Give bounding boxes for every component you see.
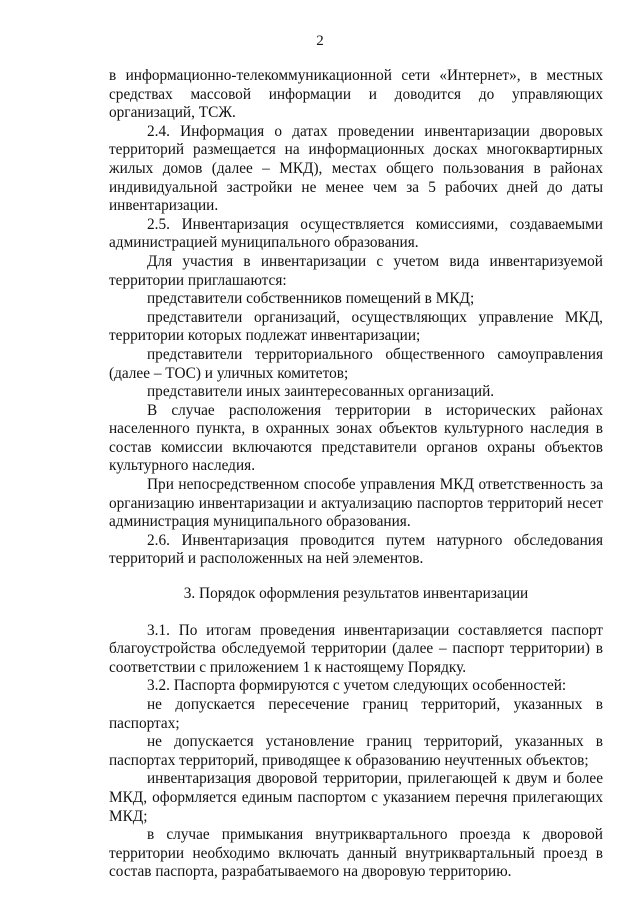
paragraph: в информационно-телекоммуникационной сети «Интернет», в местных средствах массовой информации и доводится до управляющих организаций, ТСЖ. xyxy=(109,67,603,122)
section-2-text xyxy=(109,67,603,569)
document-body xyxy=(109,67,603,882)
paragraph: представители иных заинтересованных организаций. xyxy=(147,383,495,401)
paragraph: 2.4. Информация о датах проведении инвентаризации дворовых территорий размещается на информационных досках многоквартирных жилых домов (далее – МКД), местах общего пользования в районах индивидуальной застройки не менее чем за 5 рабочих дней до даты инвентаризации. xyxy=(109,122,603,215)
paragraph: 3.2. Паспорта формируются с учетом следующих особенностей: xyxy=(147,677,567,695)
paragraph: не допускается установление границ территорий, указанных в паспортах территорий, приводящее к образованию неучтенных объектов; xyxy=(109,733,603,769)
page-number: 2 xyxy=(316,33,324,49)
paragraph: не допускается пересечение границ территорий, указанных в паспортах; xyxy=(109,696,603,732)
paragraph: представители территориального общественного самоуправления (далее – ТОС) и уличных комитетов; xyxy=(109,345,603,382)
paragraph: представители организаций, осуществляющих управление МКД, территории которых подлежат инвентаризации; xyxy=(109,308,603,345)
paragraph: При непосредственном способе управления МКД ответственность за организацию инвентаризации и актуализацию паспортов территорий несет администрация муниципального образования. xyxy=(109,476,603,531)
section-heading: 3. Порядок оформления результатов инвентаризации xyxy=(183,585,529,603)
paragraph: в случае примыкания внутриквартального проезда к дворовой территории необходимо включать данный внутриквартальный проезд в состав паспорта, разрабатываемого на дворовую территорию. xyxy=(109,826,603,881)
paragraph: инвентаризация дворовой территории, прилегающей к двум и более МКД, оформляется единым паспортом с указанием перечня прилегающих МКД; xyxy=(109,770,603,825)
section-3-text xyxy=(109,622,603,882)
paragraph: представители собственников помещений в МКД; xyxy=(147,290,475,308)
paragraph: Для участия в инвентаризации с учетом вида инвентаризуемой территории приглашаются: xyxy=(109,252,603,289)
paragraph: 3.1. По итогам проведения инвентаризации составляется паспорт благоустройства обследуемой территории (далее – паспорт территории) в соответствии с приложением 1 к настоящему Порядку. xyxy=(109,621,603,676)
paragraph: 2.6. Инвентаризация проводится путем натурного обследования территорий и расположенных на ней элементов. xyxy=(109,531,603,568)
paragraph: 2.5. Инвентаризация осуществляется комиссиями, создаваемыми администрацией муниципального образования. xyxy=(109,215,603,252)
paragraph: В случае расположения территории в исторических районах населенного пункта, в охранных зонах объектов культурного наследия в состав комиссии включаются представители органов охраны объектов культурного наследия. xyxy=(109,401,603,475)
